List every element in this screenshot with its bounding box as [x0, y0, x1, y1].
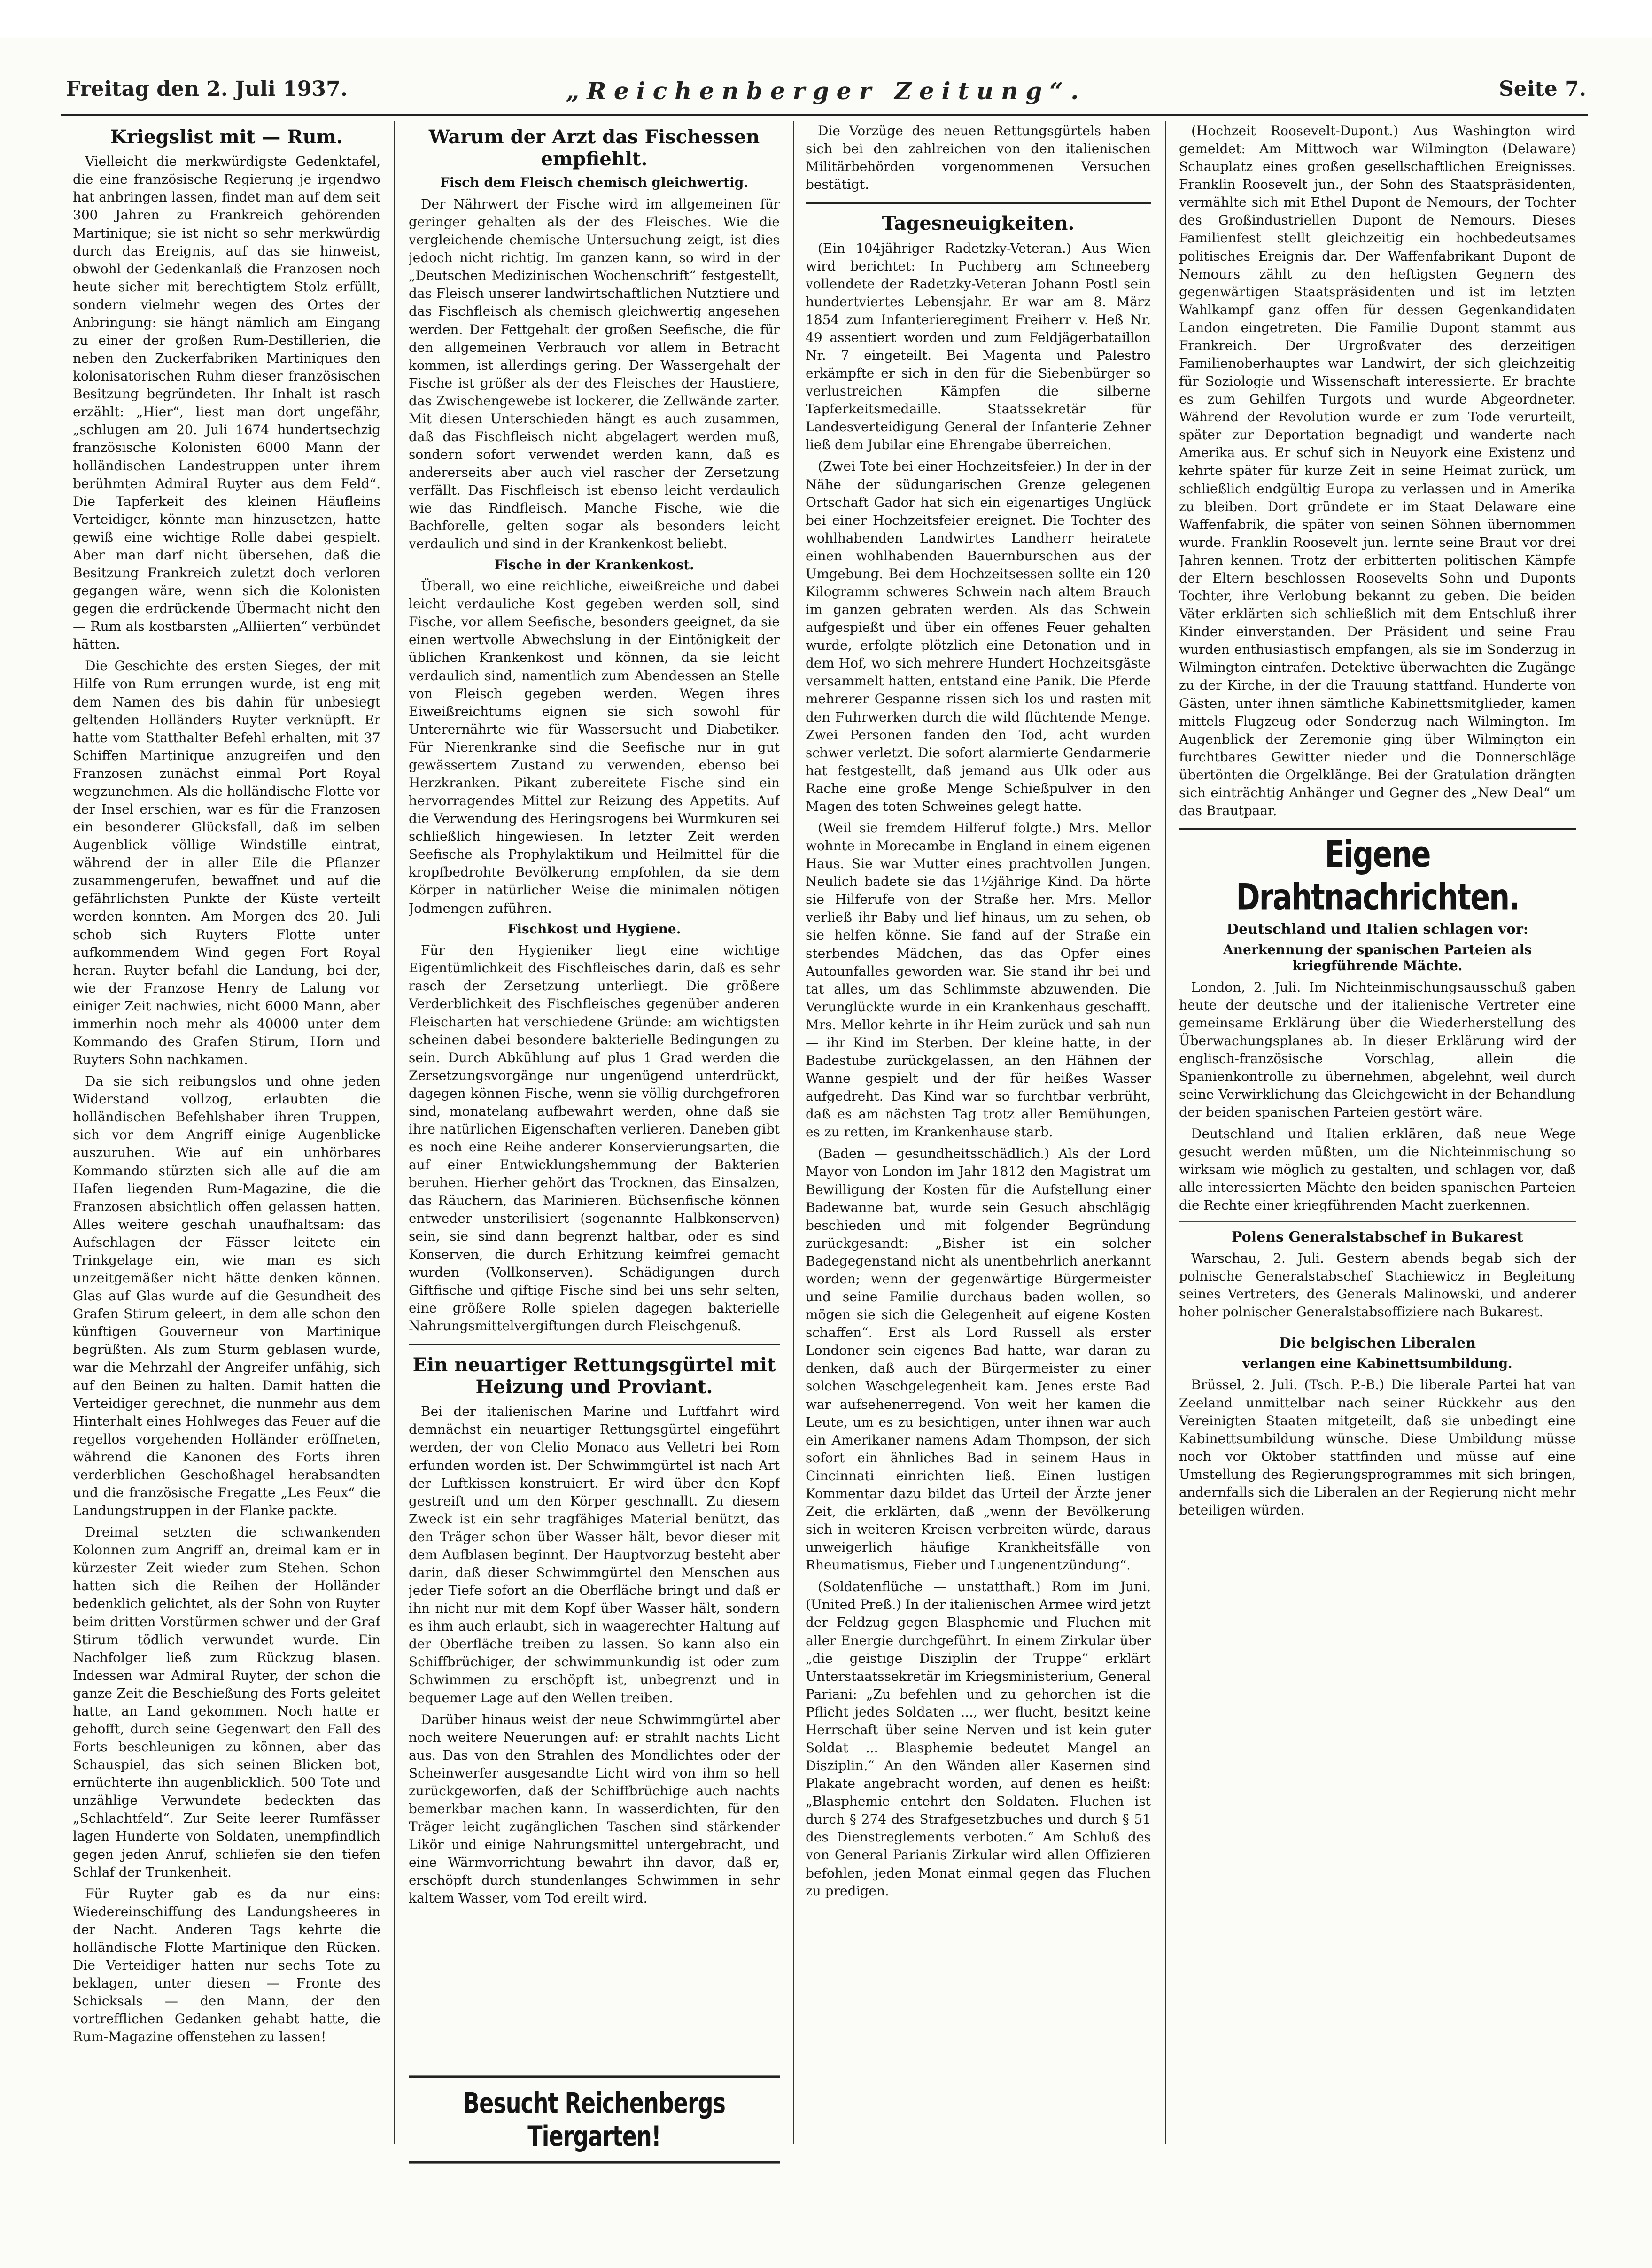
column-rule	[1165, 121, 1166, 2144]
article-paragraph: Darüber hinaus weist der neue Schwimmgürtel aber noch weitere Neuerungen auf: er strahlt nachts Licht aus. Das von den Strahlen des Mondlichtes oder der Scheinwerfer ausgesandte Licht wird von ihm so hell zurückgeworfen, daß der Schiffbrüchige auch nachts bemerkbar machen kann. In wasserdichten, für den Träger leicht zugänglichen Taschen sind stärkender Likör und einige Nahrungsmittel untergebracht, und eine Wärmvorrichtung bewahrt ihn davor, daß er, erschöpft durch stundenlanges Schwimmen in sehr kaltem Wasser, vom Tod ereilt wird.	[409, 1711, 780, 1906]
section-title: Eigene Drahtnachrichten.	[1236, 832, 1519, 919]
page-number: Seite 7.	[1498, 77, 1586, 101]
article-divider	[1179, 1221, 1576, 1222]
article-paragraph: Die Vorzüge des neuen Rettungsgürtels haben sich bei den zahlreichen von den italienischen Militärbehörden vorgenommenen Versuchen bestätigt.	[806, 123, 1151, 193]
article-title: Polens Generalstabschef in Bukarest	[1232, 1228, 1523, 1245]
article-subheading: Fische in der Krankenkost.	[494, 557, 694, 573]
column-rule	[793, 121, 794, 2144]
article-paragraph: Deutschland und Italien erklären, daß neue Wege gesucht werden müßten, um die Nichteinmischung so wirksam wie möglich zu gestalten, und schlagen vor, daß alle interessierten Mächte den beiden spanischen Parteien die Rechte einer kriegführenden Macht zuerkennen.	[1179, 1126, 1576, 1213]
news-item: (Hochzeit Roosevelt-Dupont.) Aus Washington wird gemeldet: Am Mittwoch war Wilmington (Delaware) Schauplatz eines großen gesellschaftlichen Ereignisses. Franklin Roosevelt jun., der Sohn des Staatspräsidenten, vermählte sich mit Ethel Dupont de Nemours, der Tochter des Großindustriellen Dupont de Nemours. Dieses Familienfest stellt gleichzeitig ein hochbedeutsames politisches Ereignis dar. Der Waffenfabrikant Dupont de Nemours zählt zu den heftigsten Gegnern des gegenwärtigen Staatspräsidenten und ist im letzten Wahlkampf ganz offen für dessen Gegenkandidaten Landon eingetreten. Die Familie Dupont stammt aus Frankreich. Der Urgroßvater des derzeitigen Familienoberhauptes war Landwirt, der sich gleichzeitig für Soziologie und Wissenschaft interessierte. Er brachte es zum Gehilfen Turgots und wurde Abgeordneter. Während der Revolution wurde er zum Tode verurteilt, später zur Deportation begnadigt und wanderte nach Amerika aus. Er schuf sich in Neuyork eine Existenz und kehrte später für kurze Zeit in seine Heimat zurück, um schließlich endgültig Europa zu verlassen und in Amerika zu bleiben. Dort gründete er im Staat Delaware eine Waffenfabrik, die später von seinen Söhnen übernommen wurde. Franklin Roosevelt jun. lernte seine Braut vor drei Jahren kennen. Trotz der erbitterten politischen Kämpfe der Eltern beschlossen Roosevelts Sohn und Duponts Tochter, ihre Verlobung bekannt zu geben. Die beiden Väter erklärten sich schließlich mit dem Entschluß ihrer Kinder einverstanden. Der Präsident und seine Frau wurden enthusiastisch empfangen, als sie im Sonderzug in Wilmington eintrafen. Detektive überwachten die Zugänge zu der Kirche, in der die Trauung stattfand. Hunderte von Gästen, unter ihnen sämtliche Kabinettsmitglieder, kamen mittels Flugzeug oder Sonderzug nach Wilmington. Im Augenblick der Zeremonie ging über Wilmington ein furchtbares Gewitter nieder und die Donnerschläge übertönten die Orgelklänge. Bei der Gratulation drängten sich einträchtig Anhänger und Gegner des „New Deal“ um das Brautpaar.	[1179, 123, 1576, 818]
article-paragraph: Warschau, 2. Juli. Gestern abends begab sich der polnische Generalstabschef Stachiewicz in Begleitung seines Vertreters, des Generals Malinowski, und anderer hoher polnischer Generalstabsoffiziere nach Bukarest.	[1179, 1250, 1576, 1320]
article-paragraph: Vielleicht die merkwürdigste Gedenktafel, die eine französische Regierung je irgendwo hat anbringen lassen, findet man auf dem seit 300 Jahren zu Frankreich gehörenden Martinique; sie ist nicht so sehr merkwürdig durch das Ereignis, auf das sie hinweist, obwohl der Gedenkanlaß die Franzosen noch heute sicher mit berechtigtem Stolz erfüllt, sondern vielmehr wegen des Ortes der Anbringung: sie hängt nämlich am Eingang zu einer der großen Rum-Destillerien, die neben den Zuckerfabriken Martiniques den kolonisatorischen Ruhm dieser französischen Besitzung begründeten. Ihr Inhalt ist rasch erzählt: „Hier“, liest man dort ungefähr, „schlugen am 20. Juli 1674 hundertsechzig französische Kolonisten 6000 Mann der holländischen Landestruppen unter ihrem berühmten Admiral Ruyter aus dem Feld“. Die Tapferkeit des kleinen Häufleins Verteidiger, könnte man hinzusetzen, hatte gewiß eine wichtige Rolle dabei gespielt. Aber man darf nicht übersehen, daß die Besitzung Frankreich zuletzt doch verloren gegangen wäre, wenn sich die Kolonisten gegen die erdrückende Übermacht nicht den — Rum als kostbarsten „Alliierten“ verbündet hätten.	[73, 154, 380, 652]
issue-date: Freitag den 2. Juli 1937.	[66, 77, 348, 101]
column-4	[1179, 122, 1576, 2141]
article-paragraph: Brüssel, 2. Juli. (Tsch. P.-B.) Die liberale Partei hat van Zeeland unmittelbar nach seiner Rückkehr aus den Vereinigten Staaten mitgeteilt, daß sie unbedingt eine Kabinettsumbildung wünsche. Diese Umbildung müsse noch vor Oktober stattfinden und müsse auf eine Umstellung des Regierungsprogrammes mit sich bringen, andernfalls sich die Liberalen an der Regierung nicht mehr beteiligen würden.	[1179, 1377, 1576, 1518]
article-subheading: Fischkost und Hygiene.	[507, 921, 681, 937]
zoo-advert-banner: Besucht Reichenbergs Tiergarten!	[409, 2075, 780, 2163]
article-paragraph: London, 2. Juli. Im Nichteinmischungsausschuß gaben heute der deutsche und der italienische Vertreter eine gemeinsame Erklärung über die Wiederherstellung des Überwachungsplanes ab. In dieser Erklärung wird der englisch-französische Vorschlag, allein die Spanienkontrolle zu übernehmen, abgelehnt, weil durch seine Verwirklichung das Gleichgewicht in der Behandlung der beiden spanischen Parteien gestört wäre.	[1179, 979, 1576, 1120]
article-subheading: Fisch dem Fleisch chemisch gleichwertig.	[440, 175, 749, 191]
article-title: Die belgischen Liberalen	[1279, 1335, 1476, 1351]
column-rule	[394, 121, 395, 2144]
article-divider	[1179, 828, 1576, 830]
article-paragraph: Dreimal setzten die schwankenden Kolonnen zum Angriff an, dreimal kam er in kürzester Zeit wieder zum Stehen. Schon hatten sich die Reihen der Holländer bedenklich gelichtet, als der Sohn von Ruyter beim dritten Vorstürmen schwer und der Graf Stirum tödlich verwundet wurde. Ein Nachfolger ließ zum Rückzug blasen. Indessen war Admiral Ruyter, der schon die ganze Zeit die Beschießung des Forts geleitet hatte, an Land gekommen. Noch hatte er gehofft, durch seine Gegenwart den Fall des Forts beschleunigen zu können, aber das Schauspiel, das sich seinen Blicken bot, ernüchterte ihn augenblicklich. 500 Tote und unzählige Verwundete bedeckten das „Schlachtfeld“. Zur Seite leerer Rumfässer lagen Hunderte von Soldaten, unempfindlich gegen jeden Anruf, schliefen sie den tiefen Schlaf der Trunkenheit.	[73, 1524, 380, 1880]
masthead: „Reichenberger Zeitung“.	[566, 77, 1086, 105]
article-paragraph: Für den Hygieniker liegt eine wichtige Eigentümlichkeit des Fischfleisches darin, daß es sehr rasch der Zersetzung unterliegt. Die größere Verderblichkeit des Fischfleisches gegenüber anderen Fleischarten hat verschiedene Gründe: am wichtigsten scheinen dabei besondere bakterielle Bedingungen zu sein. Durch Abkühlung auf plus 1 Grad werden die Zersetzungsvorgänge nur ungenügend unterdrückt, dagegen können Fische, wenn sie völlig durchgefroren sind, monatelang aufbewahrt werden, ohne daß sie ihre natürlichen Eigenschaften verlieren. Daneben gibt es noch eine Reihe anderer Konservierungsarten, die auf einer Entwicklungshemmung der Bakterien beruhen. Hierher gehört das Trocknen, das Einsalzen, das Räuchern, das Marinieren. Büchsenfische können entweder unsterilisiert (sogenannte Halbkonserven) sein, sie sind dann begrenzt haltbar, oder es sind Konserven, die durch Erhitzung keimfrei gemacht wurden (Vollkonserven). Schädigungen durch Giftfische und giftige Fische sind bei uns sehr selten, eine größere Rolle spielen dagegen bakterielle Nahrungsmittelvergiftungen durch Fleischgenuß.	[409, 942, 780, 1334]
article-paragraph: Die Geschichte des ersten Sieges, der mit Hilfe von Rum errungen wurde, ist eng mit dem Namen des bis dahin für unbesiegt geltenden Holländers Ruyter verknüpft. Er hatte vom Statthalter Befehl erhalten, mit 37 Schiffen Martinique anzugreifen und den Franzosen zunächst einmal Port Royal wegzunehmen. Als die holländische Flotte vor der Insel erschien, war es für die Franzosen ein besonderer Glücksfall, daß im selben Augenblick völlige Windstille eintrat, während der in aller Eile die Pflanzer zusammengerufen, bewaffnet und auf die gefährlichsten Punkte der Küste verteilt werden konnten. Am Morgen des 20. Juli schob sich Ruyters Flotte unter aufkommendem Wind gegen Fort Royal heran. Ruyter befahl die Landung, bei der, wie der Franzose Henry de Lalung vor einiger Zeit nachwies, nicht 6000 Mann, aber immerhin noch mehr als 40000 unter dem Kommando des Grafen Stirum, Horn und Ruyters Sohn nachkamen.	[73, 658, 380, 1068]
article-divider	[409, 1344, 780, 1345]
page-header	[61, 70, 1591, 113]
article-subheading: Anerkennung der spanischen Parteien als kriegführende Mächte.	[1223, 942, 1532, 973]
article-paragraph: Überall, wo eine reichliche, eiweißreiche und dabei leicht verdauliche Kost gegeben werden soll, sind Fische, vor allem Seefische, besonders geeignet, da sie einen wertvolle Abwechslung in der Eintönigkeit der üblichen Krankenkost und können, da sie leicht verdaulich sind, namentlich zum Abendessen an Stelle von Fleisch gegeben werden. Wegen ihres Eiweißreichtums eignen sie sich sowohl für Unterernährte wie für Wassersucht und Diabetiker. Für Nierenkranke sind die Seefische nur in gut gewässertem Zustand zu verwenden, ebenso bei Herzkranken. Pikant zubereitete Fische sind ein hervorragendes Mittel zur Reizung des Appetits. Auf die Verwendung des Heringsrogens bei Wurmkuren sei schließlich hingewiesen. In letzter Zeit werden Seefische als Prophylaktikum und Heilmittel für die kropfbedrohte Bevölkerung empfohlen, da sie dem Körper in natürlicher Weise die minimalen nötigen Jodmengen zuführen.	[409, 578, 780, 916]
article-subheading: verlangen eine Kabinettsumbildung.	[1242, 1355, 1512, 1371]
news-item: (Ein 104jähriger Radetzky-Veteran.) Aus Wien wird berichtet: In Puchberg am Schneeberg vollendete der Radetzky-Veteran Johann Postl sein hundertviertes Lebensjahr. Er war am 8. März 1854 zum Infanterieregiment Freiherr v. Heß Nr. 49 assentiert worden und zum Feldjägerbataillon Nr. 7 eingeteilt. Bei Magenta und Palestro erkämpfte er sich in den für die Siebenbürger so verlustreichen Kämpfen die silberne Tapferkeitsmedaille. Staatssekretär für Landesverteidigung General der Infanterie Zehner ließ dem Jubilar eine Ehrengabe überreichen.	[806, 240, 1151, 453]
article-divider	[806, 202, 1151, 204]
article-title: Warum der Arzt das Fischessen empfiehlt.	[428, 126, 760, 171]
header-rule	[61, 114, 1588, 116]
news-item: (Weil sie fremdem Hilferuf folgte.) Mrs. Mellor wohnte in Morecambe in England in einem eigenen Haus. Sie war Mutter eines prachtvollen Jungen. Neulich badete sie das 1½jährige Kind. Da hörte sie Hilferufe von der Straße her. Mrs. Mellor verließ ihr Baby und lief hinaus, um zu sehen, ob sie helfen könne. Sie fand auf der Straße ein sterbendes Mädchen, das das Opfer eines Autounfalles geworden war. Sie stand ihr bei und tat alles, um das Schlimmste abzuwenden. Die Verunglückte wurde in ein Krankenhaus geschafft. Mrs. Mellor kehrte in ihr Heim zurück und sah nun — ihr Kind im Sterben. Der kleine hatte, in der Badestube zurückgelassen, an den Hähnen der Wanne gespielt und der für heißes Wasser aufgedreht. Das Kind war so furchtbar verbrüht, daß es am nächsten Tag trotz aller Bemühungen, es zu retten, im Krankenhause starb.	[806, 820, 1151, 1140]
news-item: (Zwei Tote bei einer Hochzeitsfeier.) In der in der Nähe der südungarischen Grenze gelegenen Ortschaft Gador hat sich ein eigenartiges Unglück bei einer Hochzeitsfeier ereignet. Die Tochter des wohlhabenden Landwirtes Landherr heiratete einen wohlhabenden Bauernburschen aus der Umgebung. Bei dem Hochzeitsessen sollte ein 120 Kilogramm schweres Schwein nach altem Brauch im ganzen gebraten werden. Als das Schwein aufgespießt und über ein offenes Feuer gehalten wurde, erfolgte plötzlich eine Detonation und in dem Hof, wo sich mehrere Hundert Hochzeitsgäste versammelt hatten, entstand eine Panik. Die Pferde mehrerer Gespanne rissen sich los und rasten mit den Fuhrwerken durch die wild flüchtende Menge. Zwei Personen fanden den Tod, acht wurden schwer verletzt. Die sofort alarmierte Gendarmerie hat festgestellt, daß jemand aus Ulk oder aus Rache eine große Menge Schießpulver in den Magen des toten Schweines gelegt hatte.	[806, 458, 1151, 814]
news-item: (Soldatenflüche — unstatthaft.) Rom im Juni. (United Preß.) In der italienischen Armee wird jetzt der Feldzug gegen Blasphemie und Fluchen mit aller Energie durchgeführt. In einem Zirkular über „die geistige Disziplin der Truppe“ erklärt Unterstaatssekretär im Kriegsministerium, General Pariani: „Zu befehlen und zu gehorchen ist die Pflicht jedes Soldaten ..., wer flucht, besitzt keine Herrschaft über seine Nerven und ist kein guter Soldat ... Blasphemie bedeutet Mangel an Disziplin.“ An den Wänden aller Kasernen sind Plakate angebracht worden, auf denen es heißt: „Blasphemie entehrt den Soldaten. Fluchen ist durch § 274 des Strafgesetzbuches und durch § 51 des Dienstreglements verboten.“ Am Schluß des von General Parianis Zirkular wird allen Offizieren befohlen, jeden Monat einmal gegen das Fluchen zu predigen.	[806, 1579, 1151, 1899]
scan-margin	[0, 0, 1652, 38]
column-1	[73, 122, 380, 2141]
article-paragraph: Für Ruyter gab es da nur eins: Wiedereinschiffung des Landungsheeres in der Nacht. Anderen Tags kehrte die holländische Flotte Martinique den Rücken. Die Verteidiger hatten nur sechs Tote zu beklagen, unter diesen — Fronte des Schicksals — den Mann, der den vortrefflichen Gedanken gehabt hatte, die Rum-Magazine offenstehen zu lassen!	[73, 1886, 380, 2045]
article-paragraph: Da sie sich reibungslos und ohne jeden Widerstand vollzog, erlaubten die holländischen Befehlshaber ihren Truppen, sich vor dem Angriff einige Augenblicke auszuruhen. Wie auf ein unhörbares Kommando stürzten sich alle auf die am Hafen liegenden Rum-Magazine, die die Franzosen absichtlich offen gelassen hatten. Alles weitere geschah unaufhaltsam: das Aufschlagen der Fässer leitete ein Trinkgelage ein, wie man es sich unzeitgemäßer nicht hätte denken können. Glas auf Glas wurde auf die Gesundheit des Grafen Stirum geleert, in dem alle schon den künftigen Gouverneur von Martinique begrüßten. Als zum Sturm geblasen wurde, war die Mehrzahl der Angreifer unfähig, sich auf den Beinen zu halten. Damit hatten die Verteidiger gerechnet, die nunmehr aus dem Hinterhalt eines Hohlweges das Feuer auf die regellos vorgehenden Holländer eröffneten, während die Kanonen des Forts ihren verderblichen Geschoßhagel herabsandten und die französische Fregatte „Les Feux“ die Landungstruppen in der Flanke packte.	[73, 1073, 380, 1519]
article-title: Ein neuartiger Rettungsgürtel mit Heizung und Proviant.	[412, 1353, 776, 1398]
article-title: Deutschland und Italien schlagen vor:	[1226, 921, 1528, 938]
news-item: (Baden — gesundheitsschädlich.) Als der Lord Mayor von London im Jahr 1812 den Magistrat um Bewilligung der Kosten für die Aufstellung einer Badewanne bat, wurde sein Gesuch abschlägig beschieden und mit folgender Begründung zurückgesandt: „Bisher ist ein solcher Badegegenstand nicht als unentbehrlich anerkannt worden; wenn der gegenwärtige Bürgermeister und seine Familie durchaus baden wollen, so mögen sie sich die Gelegenheit auf eigene Kosten schaffen“. Erst als Lord Russell als erster Londoner sein eigenes Bad hatte, war daran zu denken, daß auch der Bürgermeister zu einer solchen Waschgelegenheit kam. Jenes erste Bad war aufsehenerregend. Von weit her kamen die Leute, um es zu besichtigen, unter ihnen war auch ein Amerikaner namens Adam Thompson, der sich sofort ein ähnliches Bad in seinem Haus in Cincinnati einrichten ließ. Einen lustigen Kommentar dazu bildet das Urteil der Ärzte jener Zeit, die erklärten, daß „wenn der Bevölkerung sich in weiteren Kreisen verbreiten würde, daraus unweigerlich häufige Krankheitsfälle von Rheumatismus, Fieber und Lungenentzündung“.	[806, 1146, 1151, 1573]
article-paragraph: Bei der italienischen Marine und Luftfahrt wird demnächst ein neuartiger Rettungsgürtel eingeführt werden, der von Clelio Monaco aus Velletri bei Rom erfunden worden ist. Der Schwimmgürtel ist nach Art der Luftkissen konstruiert. Er wird über den Kopf gestreift und um den Körper geschnallt. Zu diesem Zweck ist ein sehr tragfähiges Material benützt, das den Träger schon über Wasser hält, bevor dieser mit dem Aufblasen beginnt. Der Hauptvorzug besteht aber darin, daß dieser Schwimmgürtel den Menschen aus jeder Tiefe sofort an die Oberfläche bringt und daß er ihn nicht nur mit dem Kopf über Wasser hält, sondern es ihm auch erlaubt, sich in waagerechter Haltung auf der Oberfläche treiben zu lassen. So kann also ein Schiffbrüchiger, der schwimmunkundig ist oder zum Schwimmen zu erschöpft ist, unbegrenzt und in bequemer Lage auf den Wellen treiben.	[409, 1404, 780, 1706]
article-paragraph: Der Nährwert der Fische wird im allgemeinen für geringer gehalten als der des Fleisches. Wie die vergleichende chemische Untersuchung zeigt, ist dies jedoch nicht richtig. Im ganzen kann, so wird in der „Deutschen Medizinischen Wochenschrift“ festgestellt, das Fleisch unserer landwirtschaftlichen Nutztiere und das Fischfleisch als chemisch gleichwertig angesehen werden. Der Fettgehalt der großen Seefische, die für den allgemeinen Verbrauch vor allem in Betracht kommen, ist allerdings gering. Der Wassergehalt der Fische ist größer als der des Fleisches der Haustiere, das Zwischengewebe ist lockerer, die Zellwände zarter. Mit diesen Unterschieden hängt es auch zusammen, daß das Fischfleisch nicht abgelagert werden muß, sondern sofort verwendet werden kann, daß es andererseits aber auch viel rascher der Zersetzung verfällt. Das Fischfleisch ist ebenso leicht verdaulich wie das Rindfleisch. Manche Fische, wie die Bachforelle, gelten sogar als besonders leicht verdaulich und sind in der Krankenkost beliebt.	[409, 196, 780, 552]
column-3	[806, 122, 1151, 2141]
section-title: Tagesneuigkeiten.	[882, 212, 1075, 235]
column-2	[409, 122, 780, 2141]
article-title: Kriegslist mit — Rum.	[110, 126, 343, 148]
